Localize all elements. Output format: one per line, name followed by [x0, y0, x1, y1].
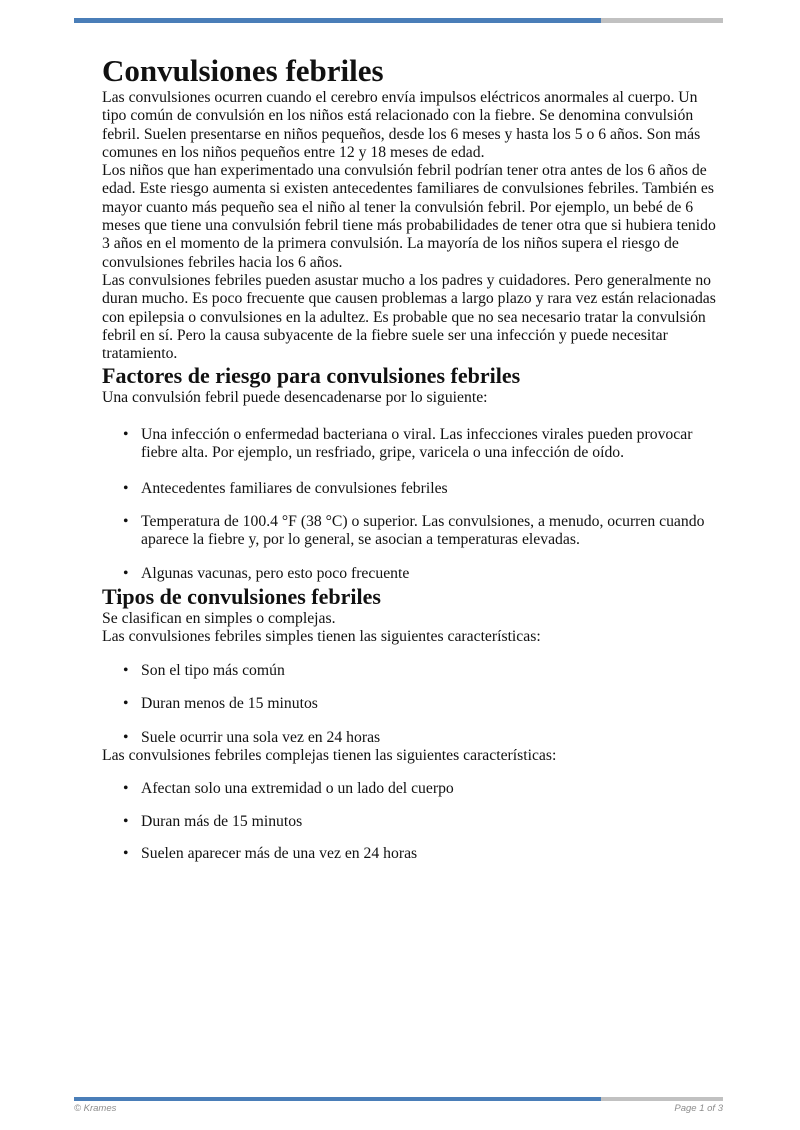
section-heading-types: Tipos de convulsiones febriles [102, 583, 381, 609]
list-item [102, 480, 723, 498]
list-item [102, 426, 723, 463]
bullet-icon: • [123, 512, 129, 530]
footer-divider-bar [74, 1097, 723, 1101]
list-item-text: Suele ocurrir una sola vez en 24 horas [141, 728, 381, 746]
list-item [102, 813, 723, 831]
document-content [102, 0, 723, 863]
bullet-icon: • [123, 812, 129, 830]
list-item [102, 780, 723, 798]
simple-seizures-intro: Las convulsiones febriles simples tienen las siguientes características: [102, 627, 541, 645]
bullet-icon: • [123, 844, 129, 862]
bullet-icon: • [123, 662, 129, 680]
list-item [102, 513, 723, 550]
list-item-text: Duran menos de 15 minutos [141, 695, 318, 713]
list-item [102, 729, 723, 747]
list-item [102, 845, 723, 863]
bullet-icon: • [123, 780, 129, 798]
page-title: Convulsiones febriles [102, 53, 384, 88]
section-heading-risk-factors: Factores de riesgo para convulsiones febriles [102, 363, 521, 389]
list-item-text: Antecedentes familiares de convulsiones febriles [141, 480, 448, 498]
bullet-icon: • [123, 728, 129, 746]
list-item-text: Afectan solo una extremidad o un lado del cuerpo [141, 780, 454, 798]
footer-divider-blue-segment [74, 1097, 601, 1101]
list-item [102, 565, 723, 583]
list-item-text: Temperatura de 100.4 °F (38 °C) o superior. Las convulsiones, a menudo, ocurren cuando aparece la fiebre y, por lo general, se asocian a temperaturas elevadas. [141, 512, 705, 548]
list-item-text: Son el tipo más común [141, 662, 285, 680]
page-number: Page 1 of 3 [674, 1103, 723, 1114]
list-item-text: Una infección o enfermedad bacteriana o viral. Las infecciones virales pueden provocar fiebre alta. Por ejemplo, un resfriado, gripe, varicela o una infección de oído. [141, 425, 693, 462]
bullet-icon: • [123, 480, 129, 498]
footer-divider-gray-segment [601, 1097, 723, 1101]
intro-paragraph-3: Las convulsiones febriles pueden asustar mucho a los padres y cuidadores. Pero generalmente no duran mucho. Es poco frecuente que causen problemas a largo plazo y rara vez están relacionadas con epilepsia o convulsiones en la adultez. Es probable que no sea necesario tratar la convulsión febril en sí. Pero la causa subyacente de la fiebre suele ser una infección y puede necesitar tratamiento. [102, 271, 716, 363]
types-classification-paragraph: Se clasifican en simples o complejas. [102, 609, 336, 627]
list-item [102, 695, 723, 713]
bullet-icon: • [123, 425, 129, 443]
list-item-text: Algunas vacunas, pero esto poco frecuente [141, 565, 410, 583]
complex-seizures-intro: Las convulsiones febriles complejas tienen las siguientes características: [102, 747, 557, 765]
intro-paragraph-2: Los niños que han experimentado una convulsión febril podrían tener otra antes de los 6 años de edad. Este riesgo aumenta si existen antecedentes familiares de convulsiones febriles. También es mayor cuanto más pequeño sea el niño al tener la convulsión febril. Por ejemplo, un bebé de 6 meses que tiene una convulsión febril tiene más probabilidades de tener otra que si hubiera tenido 3 años en el momento de la primera convulsión. La mayoría de los niños supera el riesgo de convulsiones febriles hacia los 6 años. [102, 162, 716, 271]
list-item-text: Duran más de 15 minutos [141, 812, 303, 830]
bullet-icon: • [123, 695, 129, 713]
list-item [102, 662, 723, 680]
bullet-icon: • [123, 565, 129, 583]
copyright-text: © Krames [74, 1103, 117, 1114]
risk-factors-intro: Una convulsión febril puede desencadenarse por lo siguiente: [102, 389, 488, 407]
intro-paragraph-1: Las convulsiones ocurren cuando el cerebro envía impulsos eléctricos anormales al cuerpo. Un tipo común de convulsión en los niños está relacionado con la fiebre. Se denomina convulsión febril. Suelen presentarse en niños pequeños, desde los 6 meses y hasta los 5 o 6 años. Son más comunes en los niños pequeños entre 12 y 18 meses de edad. [102, 89, 701, 161]
page-footer [74, 1103, 723, 1115]
list-item-text: Suelen aparecer más de una vez en 24 horas [141, 844, 418, 862]
